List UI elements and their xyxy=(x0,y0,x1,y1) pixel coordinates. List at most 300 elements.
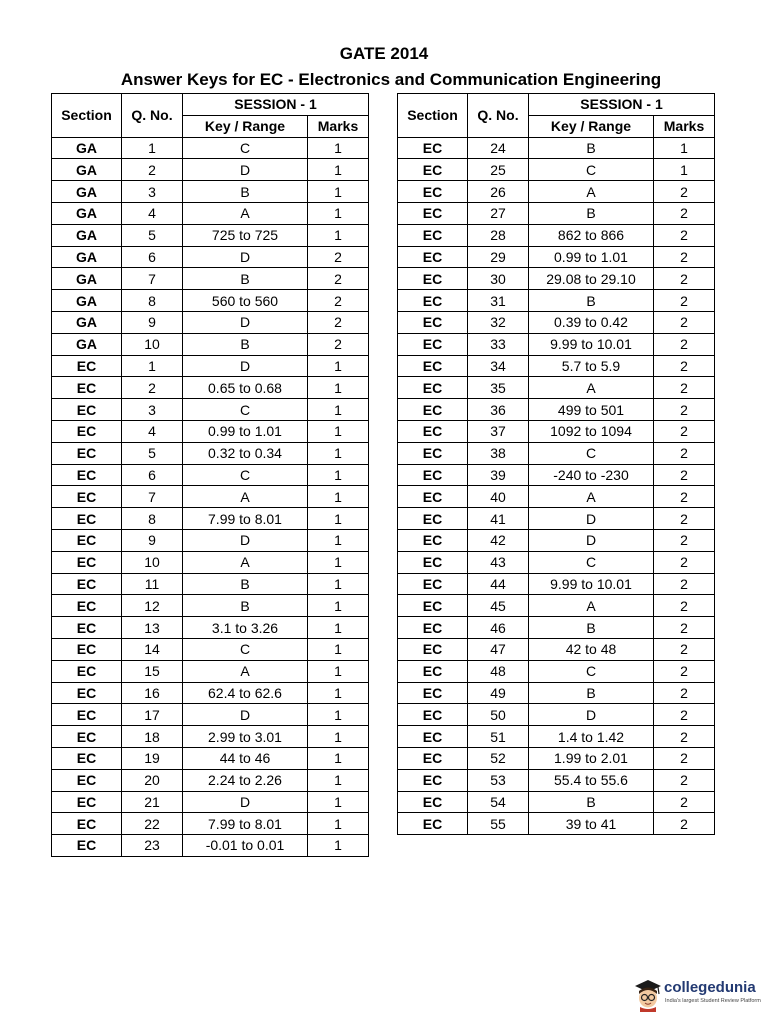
cell-key: A xyxy=(529,486,654,508)
table-row xyxy=(52,181,369,203)
cell-key: B xyxy=(183,268,308,290)
cell-key: 9.99 to 10.01 xyxy=(529,333,654,355)
table-row xyxy=(398,486,715,508)
cell-qno: 5 xyxy=(122,442,183,464)
cell-marks: 2 xyxy=(308,290,369,312)
table-row xyxy=(398,660,715,682)
cell-qno: 38 xyxy=(468,442,529,464)
table-row xyxy=(52,159,369,181)
cell-qno: 9 xyxy=(122,529,183,551)
cell-section: EC xyxy=(398,137,468,159)
cell-qno: 29 xyxy=(468,246,529,268)
cell-section: EC xyxy=(398,377,468,399)
cell-section: GA xyxy=(52,333,122,355)
header-section: Section xyxy=(52,94,122,138)
cell-marks: 1 xyxy=(308,835,369,857)
cell-key: 2.99 to 3.01 xyxy=(183,726,308,748)
header-qno: Q. No. xyxy=(468,94,529,138)
table-row xyxy=(398,137,715,159)
cell-marks: 2 xyxy=(654,551,715,573)
cell-qno: 31 xyxy=(468,290,529,312)
cell-section: GA xyxy=(52,202,122,224)
cell-section: GA xyxy=(52,268,122,290)
cell-key: 5.7 to 5.9 xyxy=(529,355,654,377)
cell-marks: 2 xyxy=(308,268,369,290)
cell-section: EC xyxy=(398,224,468,246)
cell-key: B xyxy=(529,617,654,639)
cell-qno: 12 xyxy=(122,595,183,617)
cell-key: 0.39 to 0.42 xyxy=(529,311,654,333)
cell-section: EC xyxy=(398,355,468,377)
header-key: Key / Range xyxy=(183,115,308,137)
cell-key: D xyxy=(183,159,308,181)
cell-section: EC xyxy=(398,420,468,442)
table-row xyxy=(52,246,369,268)
cell-section: EC xyxy=(52,595,122,617)
cell-section: EC xyxy=(398,726,468,748)
table-row xyxy=(398,747,715,769)
table-row xyxy=(52,508,369,530)
cell-key: B xyxy=(529,202,654,224)
cell-qno: 43 xyxy=(468,551,529,573)
cell-marks: 1 xyxy=(308,551,369,573)
cell-qno: 30 xyxy=(468,268,529,290)
cell-key: D xyxy=(183,311,308,333)
cell-key: B xyxy=(529,682,654,704)
cell-section: EC xyxy=(398,333,468,355)
cell-marks: 2 xyxy=(654,573,715,595)
cell-marks: 2 xyxy=(654,791,715,813)
table-row xyxy=(398,573,715,595)
cell-section: EC xyxy=(398,311,468,333)
cell-section: EC xyxy=(52,813,122,835)
cell-qno: 27 xyxy=(468,202,529,224)
table-row xyxy=(52,202,369,224)
cell-marks: 1 xyxy=(308,704,369,726)
cell-qno: 10 xyxy=(122,551,183,573)
cell-key: 62.4 to 62.6 xyxy=(183,682,308,704)
logo-name: collegedunia xyxy=(664,979,756,996)
table-row xyxy=(398,420,715,442)
cell-marks: 1 xyxy=(308,573,369,595)
cell-qno: 36 xyxy=(468,399,529,421)
cell-key: A xyxy=(529,181,654,203)
table-row xyxy=(52,769,369,791)
cell-qno: 19 xyxy=(122,747,183,769)
cell-marks: 1 xyxy=(308,726,369,748)
cell-qno: 26 xyxy=(468,181,529,203)
cell-qno: 17 xyxy=(122,704,183,726)
cell-section: EC xyxy=(52,551,122,573)
cell-key: -240 to -230 xyxy=(529,464,654,486)
cell-key: 3.1 to 3.26 xyxy=(183,617,308,639)
table-row xyxy=(52,726,369,748)
cell-section: EC xyxy=(398,551,468,573)
cell-qno: 22 xyxy=(122,813,183,835)
cell-qno: 11 xyxy=(122,573,183,595)
cell-qno: 48 xyxy=(468,660,529,682)
cell-marks: 2 xyxy=(308,333,369,355)
cell-marks: 1 xyxy=(308,181,369,203)
table-row xyxy=(398,159,715,181)
cell-section: EC xyxy=(52,399,122,421)
cell-section: GA xyxy=(52,246,122,268)
cell-marks: 1 xyxy=(308,137,369,159)
cell-marks: 2 xyxy=(654,333,715,355)
cell-key: 0.65 to 0.68 xyxy=(183,377,308,399)
cell-marks: 2 xyxy=(308,311,369,333)
cell-marks: 1 xyxy=(308,399,369,421)
cell-marks: 2 xyxy=(654,181,715,203)
cell-qno: 40 xyxy=(468,486,529,508)
table-row xyxy=(52,464,369,486)
cell-section: EC xyxy=(52,704,122,726)
cell-marks: 1 xyxy=(308,769,369,791)
cell-qno: 44 xyxy=(468,573,529,595)
cell-key: B xyxy=(183,573,308,595)
cell-qno: 47 xyxy=(468,638,529,660)
table-row xyxy=(398,268,715,290)
cell-marks: 2 xyxy=(308,246,369,268)
table-row xyxy=(398,399,715,421)
cell-section: EC xyxy=(398,508,468,530)
table-row xyxy=(52,595,369,617)
cell-key: B xyxy=(529,791,654,813)
cell-qno: 14 xyxy=(122,638,183,660)
cell-marks: 2 xyxy=(654,486,715,508)
cell-marks: 2 xyxy=(654,769,715,791)
cell-marks: 2 xyxy=(654,704,715,726)
cell-section: EC xyxy=(52,529,122,551)
cell-key: 862 to 866 xyxy=(529,224,654,246)
cell-section: EC xyxy=(52,442,122,464)
cell-qno: 15 xyxy=(122,660,183,682)
cell-key: 7.99 to 8.01 xyxy=(183,508,308,530)
cell-section: EC xyxy=(398,486,468,508)
cell-marks: 2 xyxy=(654,246,715,268)
cell-key: B xyxy=(183,595,308,617)
student-mascot-icon xyxy=(634,978,662,1012)
table-row xyxy=(398,617,715,639)
cell-section: EC xyxy=(398,268,468,290)
table-row xyxy=(398,791,715,813)
table-row xyxy=(398,529,715,551)
cell-qno: 34 xyxy=(468,355,529,377)
cell-qno: 18 xyxy=(122,726,183,748)
cell-marks: 2 xyxy=(654,726,715,748)
cell-key: 1092 to 1094 xyxy=(529,420,654,442)
cell-marks: 1 xyxy=(308,638,369,660)
cell-qno: 35 xyxy=(468,377,529,399)
cell-qno: 3 xyxy=(122,181,183,203)
cell-qno: 39 xyxy=(468,464,529,486)
table-row xyxy=(52,137,369,159)
table-row xyxy=(52,420,369,442)
cell-key: A xyxy=(183,551,308,573)
cell-section: EC xyxy=(398,769,468,791)
cell-qno: 54 xyxy=(468,791,529,813)
cell-marks: 1 xyxy=(308,159,369,181)
cell-section: GA xyxy=(52,181,122,203)
cell-key: 1.99 to 2.01 xyxy=(529,747,654,769)
cell-key: A xyxy=(183,486,308,508)
cell-key: D xyxy=(529,704,654,726)
table-row xyxy=(398,769,715,791)
cell-marks: 2 xyxy=(654,813,715,835)
table-row xyxy=(52,486,369,508)
cell-key: C xyxy=(183,137,308,159)
cell-key: C xyxy=(529,551,654,573)
cell-marks: 2 xyxy=(654,442,715,464)
cell-key: 9.99 to 10.01 xyxy=(529,573,654,595)
cell-marks: 1 xyxy=(308,420,369,442)
table-row xyxy=(52,442,369,464)
cell-marks: 1 xyxy=(308,508,369,530)
cell-qno: 2 xyxy=(122,377,183,399)
table-row xyxy=(398,290,715,312)
cell-section: EC xyxy=(398,529,468,551)
cell-key: B xyxy=(529,290,654,312)
cell-section: EC xyxy=(52,791,122,813)
cell-marks: 2 xyxy=(654,508,715,530)
cell-section: EC xyxy=(52,420,122,442)
cell-key: 29.08 to 29.10 xyxy=(529,268,654,290)
cell-qno: 6 xyxy=(122,464,183,486)
cell-qno: 25 xyxy=(468,159,529,181)
cell-qno: 51 xyxy=(468,726,529,748)
cell-key: 42 to 48 xyxy=(529,638,654,660)
cell-qno: 2 xyxy=(122,159,183,181)
table-row xyxy=(52,791,369,813)
cell-marks: 1 xyxy=(308,791,369,813)
cell-key: D xyxy=(183,246,308,268)
header-session: SESSION - 1 xyxy=(183,94,369,116)
cell-qno: 20 xyxy=(122,769,183,791)
cell-qno: 33 xyxy=(468,333,529,355)
cell-qno: 13 xyxy=(122,617,183,639)
cell-key: 7.99 to 8.01 xyxy=(183,813,308,835)
cell-key: B xyxy=(183,333,308,355)
table-row xyxy=(398,246,715,268)
cell-section: EC xyxy=(398,181,468,203)
cell-marks: 1 xyxy=(308,682,369,704)
cell-key: D xyxy=(529,529,654,551)
cell-key: C xyxy=(183,638,308,660)
table-row xyxy=(52,704,369,726)
header-section: Section xyxy=(398,94,468,138)
cell-key: C xyxy=(183,464,308,486)
table-row xyxy=(398,508,715,530)
header-session: SESSION - 1 xyxy=(529,94,715,116)
cell-marks: 2 xyxy=(654,224,715,246)
answer-key-table-right xyxy=(397,93,715,835)
cell-key: 0.99 to 1.01 xyxy=(529,246,654,268)
cell-key: A xyxy=(529,377,654,399)
cell-marks: 1 xyxy=(308,355,369,377)
cell-qno: 16 xyxy=(122,682,183,704)
cell-section: EC xyxy=(52,355,122,377)
cell-marks: 1 xyxy=(308,617,369,639)
cell-marks: 1 xyxy=(308,660,369,682)
cell-section: EC xyxy=(398,595,468,617)
cell-marks: 2 xyxy=(654,595,715,617)
table-row xyxy=(398,551,715,573)
cell-section: EC xyxy=(398,399,468,421)
page-title: GATE 2014 xyxy=(339,44,429,63)
cell-key: C xyxy=(529,442,654,464)
cell-marks: 1 xyxy=(308,747,369,769)
cell-section: EC xyxy=(398,159,468,181)
cell-qno: 23 xyxy=(122,835,183,857)
cell-marks: 2 xyxy=(654,290,715,312)
cell-qno: 8 xyxy=(122,290,183,312)
cell-qno: 32 xyxy=(468,311,529,333)
cell-qno: 4 xyxy=(122,202,183,224)
table-row xyxy=(52,813,369,835)
cell-qno: 1 xyxy=(122,355,183,377)
cell-marks: 1 xyxy=(308,377,369,399)
cell-qno: 41 xyxy=(468,508,529,530)
table-row xyxy=(52,355,369,377)
table-row xyxy=(52,268,369,290)
cell-section: EC xyxy=(52,573,122,595)
table-row xyxy=(52,290,369,312)
cell-section: EC xyxy=(398,682,468,704)
table-row xyxy=(52,638,369,660)
table-row xyxy=(398,333,715,355)
table-row xyxy=(398,726,715,748)
cell-marks: 1 xyxy=(308,813,369,835)
cell-marks: 1 xyxy=(308,202,369,224)
table-row xyxy=(52,377,369,399)
cell-marks: 2 xyxy=(654,747,715,769)
table-row xyxy=(52,573,369,595)
table-row xyxy=(398,704,715,726)
cell-section: EC xyxy=(52,835,122,857)
cell-section: EC xyxy=(52,508,122,530)
cell-key: -0.01 to 0.01 xyxy=(183,835,308,857)
cell-marks: 2 xyxy=(654,420,715,442)
table-row xyxy=(52,682,369,704)
cell-section: GA xyxy=(52,224,122,246)
table-row xyxy=(398,442,715,464)
cell-key: C xyxy=(529,660,654,682)
table-row xyxy=(398,638,715,660)
cell-marks: 2 xyxy=(654,268,715,290)
cell-qno: 10 xyxy=(122,333,183,355)
cell-qno: 53 xyxy=(468,769,529,791)
cell-qno: 24 xyxy=(468,137,529,159)
cell-section: EC xyxy=(52,769,122,791)
table-row xyxy=(398,181,715,203)
cell-section: EC xyxy=(398,617,468,639)
cell-key: 2.24 to 2.26 xyxy=(183,769,308,791)
cell-key: D xyxy=(183,704,308,726)
cell-key: C xyxy=(529,159,654,181)
cell-marks: 2 xyxy=(654,617,715,639)
cell-marks: 2 xyxy=(654,202,715,224)
cell-section: EC xyxy=(398,290,468,312)
table-row xyxy=(52,529,369,551)
cell-key: B xyxy=(529,137,654,159)
cell-marks: 2 xyxy=(654,682,715,704)
cell-key: D xyxy=(183,791,308,813)
cell-marks: 2 xyxy=(654,311,715,333)
cell-qno: 55 xyxy=(468,813,529,835)
cell-section: EC xyxy=(398,246,468,268)
cell-key: 0.99 to 1.01 xyxy=(183,420,308,442)
table-row xyxy=(398,311,715,333)
cell-section: EC xyxy=(52,464,122,486)
cell-section: GA xyxy=(52,311,122,333)
cell-qno: 50 xyxy=(468,704,529,726)
header-marks: Marks xyxy=(308,115,369,137)
cell-key: C xyxy=(183,399,308,421)
cell-qno: 45 xyxy=(468,595,529,617)
table-row xyxy=(52,224,369,246)
cell-section: EC xyxy=(398,442,468,464)
cell-qno: 52 xyxy=(468,747,529,769)
cell-key: 0.32 to 0.34 xyxy=(183,442,308,464)
cell-key: 1.4 to 1.42 xyxy=(529,726,654,748)
cell-marks: 1 xyxy=(308,529,369,551)
table-row xyxy=(398,595,715,617)
table-row xyxy=(398,224,715,246)
cell-qno: 4 xyxy=(122,420,183,442)
header-qno: Q. No. xyxy=(122,94,183,138)
cell-qno: 46 xyxy=(468,617,529,639)
cell-key: A xyxy=(183,202,308,224)
table-row xyxy=(52,835,369,857)
cell-section: EC xyxy=(398,464,468,486)
logo-tagline: India's largest Student Review Platform xyxy=(665,998,761,1004)
cell-marks: 1 xyxy=(308,464,369,486)
cell-section: GA xyxy=(52,137,122,159)
table-row xyxy=(398,377,715,399)
cell-marks: 2 xyxy=(654,638,715,660)
cell-qno: 28 xyxy=(468,224,529,246)
answer-key-table-left xyxy=(51,93,369,857)
table-row xyxy=(52,747,369,769)
cell-section: GA xyxy=(52,290,122,312)
table-row xyxy=(52,311,369,333)
cell-section: EC xyxy=(398,573,468,595)
cell-section: EC xyxy=(52,377,122,399)
cell-qno: 8 xyxy=(122,508,183,530)
table-row xyxy=(52,333,369,355)
cell-key: A xyxy=(183,660,308,682)
cell-section: EC xyxy=(398,202,468,224)
cell-qno: 7 xyxy=(122,268,183,290)
cell-key: 499 to 501 xyxy=(529,399,654,421)
cell-qno: 21 xyxy=(122,791,183,813)
cell-section: EC xyxy=(398,660,468,682)
cell-qno: 6 xyxy=(122,246,183,268)
cell-marks: 2 xyxy=(654,464,715,486)
cell-key: A xyxy=(529,595,654,617)
table-row xyxy=(398,813,715,835)
cell-section: EC xyxy=(398,638,468,660)
cell-key: D xyxy=(183,355,308,377)
cell-qno: 3 xyxy=(122,399,183,421)
table-row xyxy=(398,464,715,486)
cell-qno: 9 xyxy=(122,311,183,333)
cell-qno: 49 xyxy=(468,682,529,704)
cell-marks: 1 xyxy=(654,137,715,159)
cell-marks: 2 xyxy=(654,355,715,377)
cell-marks: 2 xyxy=(654,529,715,551)
cell-section: EC xyxy=(52,486,122,508)
